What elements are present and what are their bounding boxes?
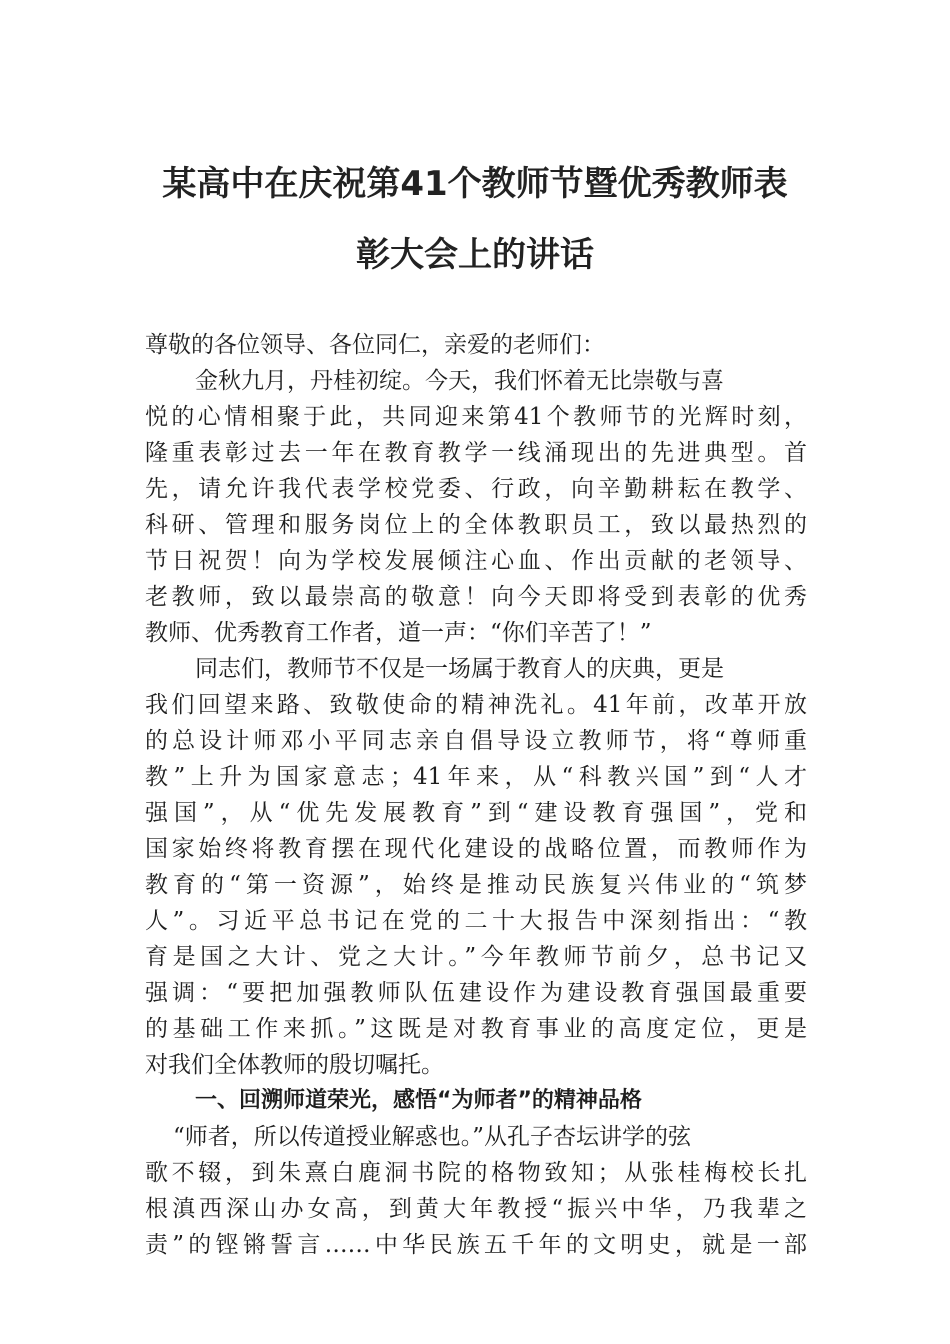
paragraph-line: 强国”，从“优先发展教育”到“建设教育强国”，党和 [145,800,807,826]
paragraph-line: 教师、优秀教育工作者，道一声：“你们辛苦了！” [145,620,652,646]
paragraph-line: 的总设计师邓小平同志亲自倡导设立教师节，将“尊师重 [145,728,807,754]
document-title-line-2: 彰大会上的讲话 [356,235,594,275]
section-heading: 一、回溯师道荣光，感悟“为师者”的精神品格 [195,1088,642,1113]
paragraph-line: 节日祝贺！向为学校发展倾注心血、作出贡献的老领导、 [145,548,807,574]
paragraph-line: 教育的“第一资源”，始终是推动民族复兴伟业的“筑梦 [145,872,807,898]
paragraph-line: 根滇西深山办女高，到黄大年教授“振兴中华，乃我辈之 [145,1196,807,1222]
paragraph-line: 金秋九月，丹桂初绽。今天，我们怀着无比崇敬与喜 [195,368,724,394]
paragraph-line: 同志们，教师节不仅是一场属于教育人的庆典，更是 [195,656,724,682]
paragraph-line: 人”。习近平总书记在党的二十大报告中深刻指出：“教 [145,908,807,934]
document-title-line-1: 某高中在庆祝第41个教师节暨优秀教师表 [162,164,788,204]
paragraph-line: 科研、管理和服务岗位上的全体教职员工，致以最热烈的 [145,512,807,538]
paragraph-line: 隆重表彰过去一年在教育教学一线涌现出的先进典型。首 [145,440,807,466]
document-body [145,327,807,1263]
paragraph-line: 的基础工作来抓。”这既是对教育事业的高度定位，更是 [145,1016,807,1042]
paragraph-line: 责”的铿锵誓言……中华民族五千年的文明史，就是一部 [145,1232,807,1258]
paragraph-line: 育是国之大计、党之大计。”今年教师节前夕，总书记又 [145,944,807,970]
paragraph-line: 悦的心情相聚于此，共同迎来第41个教师节的光辉时刻， [145,404,807,430]
paragraph-line: “师者，所以传道授业解惑也。”从孔子杏坛讲学的弦 [173,1124,692,1150]
paragraph-line: 歌不辍，到朱熹白鹿洞书院的格物致知；从张桂梅校长扎 [145,1160,807,1186]
paragraph-line: 强调：“要把加强教师队伍建设作为建设教育强国最重要 [145,980,807,1006]
paragraph-line: 国家始终将教育摆在现代化建设的战略位置，而教师作为 [145,836,807,862]
salutation: 尊敬的各位领导、各位同仁，亲爱的老师们： [145,332,605,358]
paragraph-line: 教”上升为国家意志；41年来，从“科教兴国”到“人才 [145,764,807,790]
paragraph-line: 先，请允许我代表学校党委、行政，向辛勤耕耘在教学、 [145,476,807,502]
paragraph-line: 我们回望来路、致敬使命的精神洗礼。41年前，改革开放 [145,692,807,718]
paragraph-line: 对我们全体教师的殷切嘱托。 [145,1052,444,1078]
paragraph-line: 老教师，致以最崇高的敬意！向今天即将受到表彰的优秀 [145,584,807,610]
